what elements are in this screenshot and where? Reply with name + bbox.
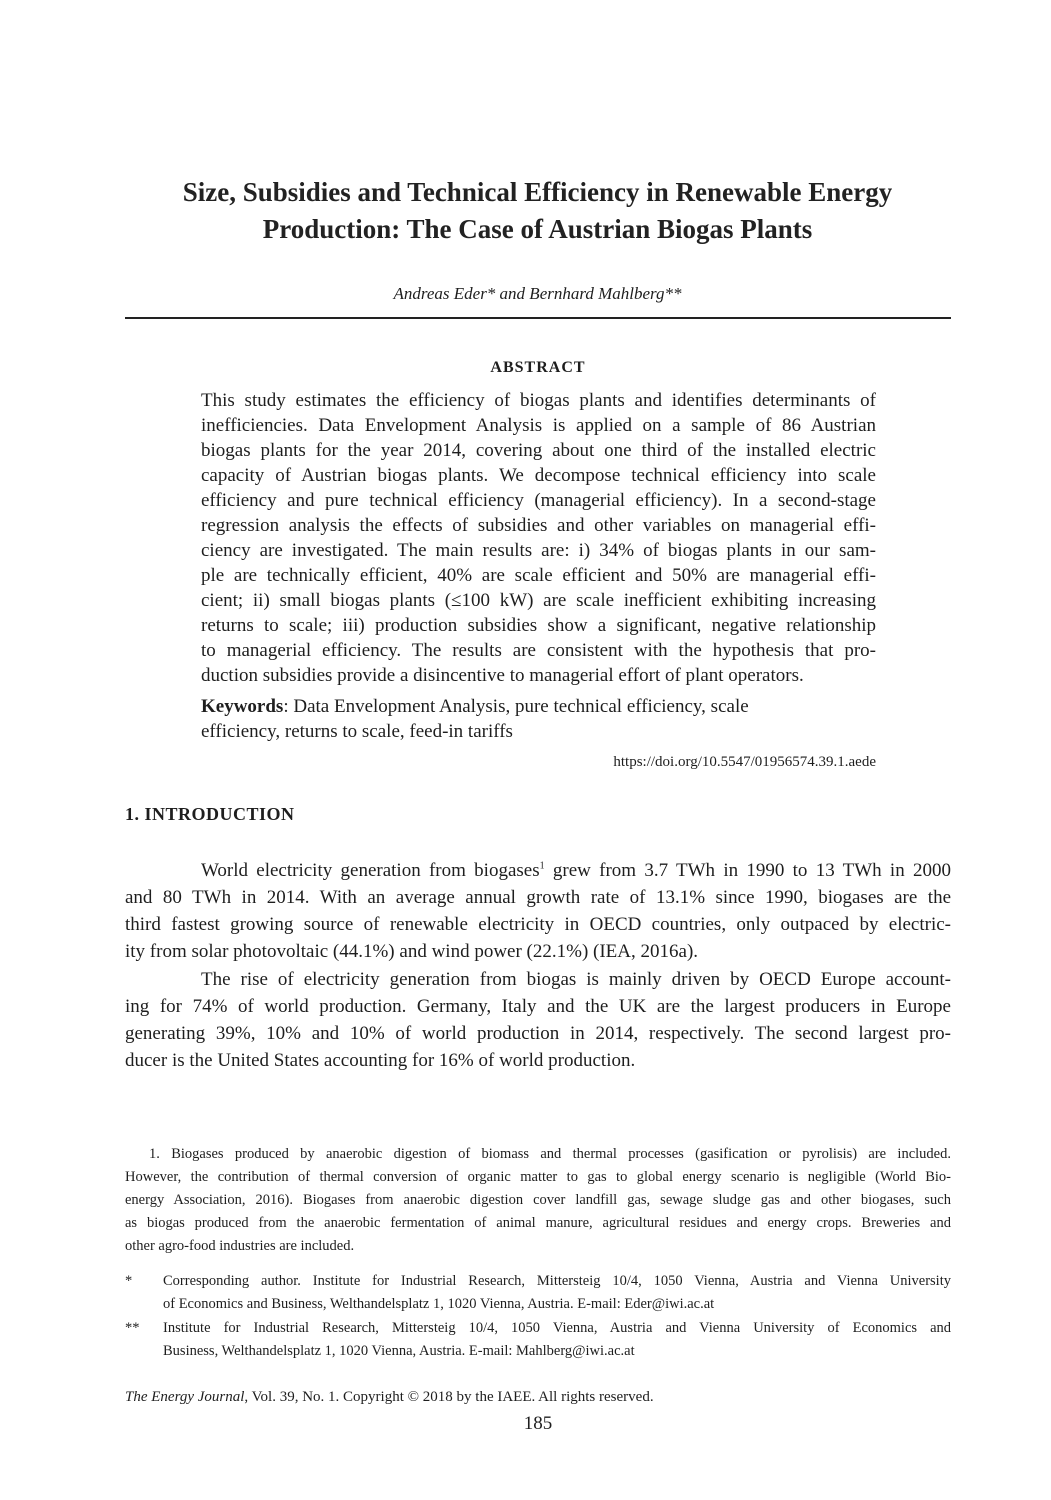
- keywords-label: Keywords: [201, 696, 284, 717]
- affiliation-line: Corresponding author. Institute for Industrial Research, Mittersteig 10/4, 1050 Vienna, Austria and Vienna University: [163, 1273, 951, 1289]
- abstract-line: returns to scale; iii) production subsidies show a significant, negative relationship: [201, 615, 876, 636]
- journal-citation: [125, 1387, 654, 1407]
- paper-title: [125, 174, 950, 248]
- abstract-line: duction subsidies provide a disincentive to managerial effort of plant operators.: [201, 665, 804, 686]
- footnote-line: 1. Biogases produced by anaerobic digestion of biomass and thermal processes (gasification or pyrolisis) are included.: [149, 1146, 951, 1162]
- intro-line: third fastest growing source of renewable electricity in OECD countries, only outpaced by electric-: [125, 914, 951, 935]
- intro-line: ing for 74% of world production. Germany, Italy and the UK are the largest producers in Europe: [125, 996, 951, 1017]
- authors: Andreas Eder* and Bernhard Mahlberg**: [393, 284, 682, 303]
- keywords-line-1: [201, 694, 876, 719]
- intro-text: World electricity generation from biogases: [201, 860, 540, 881]
- abstract-line: ple are technically efficient, 40% are scale efficient and 50% are managerial effi-: [201, 565, 876, 586]
- intro-line: [125, 857, 951, 884]
- doi-link[interactable]: https://doi.org/10.5547/01956574.39.1.aede: [613, 754, 876, 770]
- intro-text: grew from 3.7 TWh in 1990 to 13 TWh in 2000: [544, 860, 951, 881]
- journal-name: The Energy Journal: [125, 1389, 245, 1405]
- page-number: 185: [523, 1413, 553, 1434]
- affiliation-mark: **: [125, 1320, 140, 1336]
- abstract-line: efficiency and pure technical efficiency (managerial efficiency). In a second-stage: [201, 490, 876, 511]
- abstract-line: biogas plants for the year 2014, covering about one third of the installed electric: [201, 440, 876, 461]
- keywords-text-2: efficiency, returns to scale, feed-in tariffs: [201, 721, 513, 742]
- affiliation-text: [163, 1317, 951, 1363]
- intro-line: ity from solar photovoltaic (44.1%) and wind power (22.1%) (IEA, 2016a).: [125, 941, 699, 962]
- affiliation-mark: *: [125, 1273, 133, 1289]
- footnote-ref[interactable]: 1: [539, 860, 545, 872]
- intro-paragraph-2: [125, 966, 951, 1074]
- abstract-line: This study estimates the efficiency of biogas plants and identifies determinants of: [201, 390, 876, 411]
- abstract-line: cient; ii) small biogas plants (≤100 kW) are scale inefficient exhibiting increasing: [201, 590, 876, 611]
- abstract-line: regression analysis the effects of subsidies and other variables on managerial effi-: [201, 515, 876, 536]
- affiliation-line: Business, Welthandelsplatz 1, 1020 Vienna, Austria. E-mail: Mahlberg@iwi.ac.at: [163, 1343, 635, 1359]
- intro-line: generating 39%, 10% and 10% of world production in 2014, respectively. The second largest pro-: [125, 1023, 951, 1044]
- affiliation-text: [163, 1270, 951, 1316]
- section-heading-introduction: 1. INTRODUCTION: [125, 804, 295, 824]
- journal-details: , Vol. 39, No. 1. Copyright © 2018 by the IAEE. All rights reserved.: [244, 1389, 654, 1405]
- intro-line: ducer is the United States accounting for 16% of world production.: [125, 1050, 636, 1071]
- keywords-text-1: : Data Envelopment Analysis, pure technical efficiency, scale: [283, 696, 749, 717]
- footnote-line: as biogas produced from the anaerobic fermentation of animal manure, agricultural residues and energy crops. Breweries and: [125, 1215, 951, 1231]
- intro-line: and 80 TWh in 2014. With an average annual growth rate of 13.1% since 1990, biogases are the: [125, 887, 951, 908]
- title-line-2: Production: The Case of Austrian Biogas Plants: [262, 214, 813, 244]
- title-line-1: Size, Subsidies and Technical Efficiency in Renewable Energy: [182, 177, 893, 207]
- footnote-1: [125, 1143, 951, 1258]
- intro-line: The rise of electricity generation from biogas is mainly driven by OECD Europe account-: [201, 969, 951, 990]
- footnote-line: other agro-food industries are included.: [125, 1238, 355, 1254]
- abstract-line: capacity of Austrian biogas plants. We decompose technical efficiency into scale: [201, 465, 876, 486]
- intro-paragraph-1: [125, 857, 951, 965]
- abstract-heading: ABSTRACT: [490, 359, 586, 376]
- affiliation-line: of Economics and Business, Welthandelsplatz 1, 1020 Vienna, Austria. E-mail: Eder@iwi.ac.at: [163, 1296, 715, 1312]
- affiliation-line: Institute for Industrial Research, Mittersteig 10/4, 1050 Vienna, Austria and Vienna University of Economics and: [163, 1320, 951, 1336]
- abstract-line: to managerial efficiency. The results are consistent with the hypothesis that pro-: [201, 640, 876, 661]
- footnote-line: However, the contribution of thermal conversion of organic matter to gas to global energy scenario is negligible (World Bio-: [125, 1169, 951, 1185]
- keywords: [201, 694, 876, 744]
- abstract-line: inefficiencies. Data Envelopment Analysis is applied on a sample of 86 Austrian: [201, 415, 876, 436]
- abstract-line: ciency are investigated. The main results are: i) 34% of biogas plants in our sam-: [201, 540, 876, 561]
- footnote-line: energy Association, 2016). Biogases from anaerobic digestion cover landfill gas, sewage sludge gas and other biogases, such: [125, 1192, 951, 1208]
- title-rule: [125, 317, 951, 319]
- abstract-body: [201, 388, 876, 688]
